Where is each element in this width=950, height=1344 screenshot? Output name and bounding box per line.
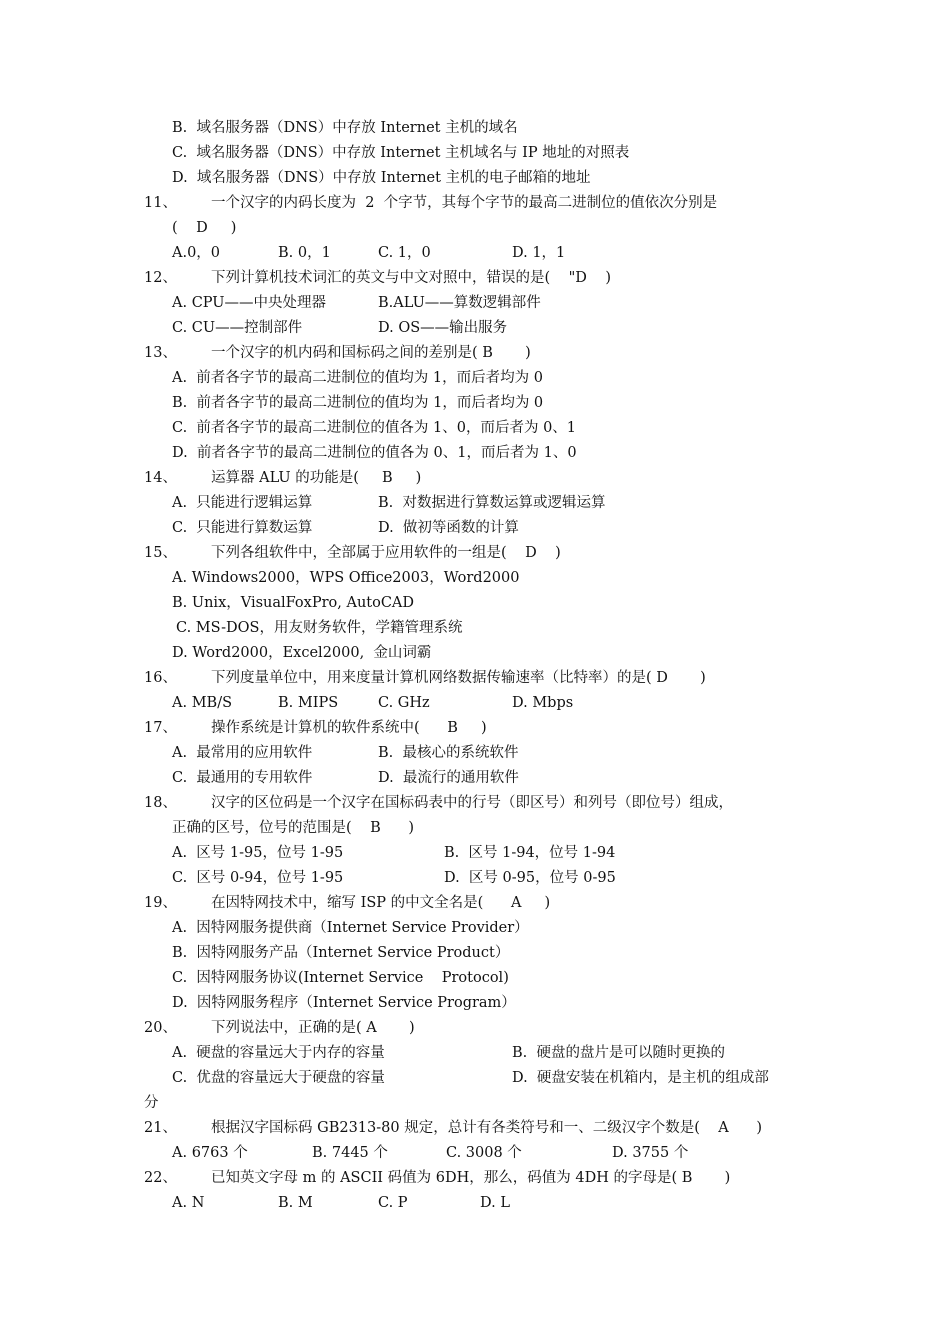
text-line: B. 最核心的系统软件 [378,745,519,761]
text-line: 20、 [144,1020,177,1036]
text-line: 操作系统是计算机的软件系统中( B ) [211,720,487,736]
text-line: 下列各组软件中，全部属于应用软件的一组是( D ) [211,545,561,561]
text-line: ( D ) [172,220,237,236]
text-line: D. 3755 个 [612,1145,689,1161]
text-line: C. 前者各字节的最高二进制位的值各为 1、0，而后者为 0、1 [172,420,577,436]
text-line: D. 做初等函数的计算 [378,520,519,536]
text-line: 15、 [144,545,177,561]
text-line: C. 只能进行算数运算 [172,520,313,536]
text-line: 19、 [144,895,177,911]
text-line: B. M [278,1195,313,1211]
text-line: 分 [144,1095,159,1111]
text-line: A. 只能进行逻辑运算 [172,495,313,511]
text-line: 一个汉字的机内码和国标码之间的差别是( B ) [211,345,531,361]
text-line: B. 域名服务器（DNS）中存放 Internet 主机的域名 [172,120,518,136]
text-line: A. 区号 1-95，位号 1-95 [172,845,344,861]
text-line: C. MS-DOS，用友财务软件，学籍管理系统 [176,620,463,636]
text-line: 正确的区号，位号的范围是( B ) [172,820,415,836]
text-line: A.0，0 [172,245,221,261]
text-line: C. 1，0 [378,245,431,261]
text-line: 12、 [144,270,177,286]
text-line: A. 最常用的应用软件 [172,745,313,761]
text-line: 在因特网技术中，缩写 ISP 的中文全名是( A ) [211,895,551,911]
text-line: B. 0，1 [278,245,331,261]
text-line: B. 对数据进行算数运算或逻辑运算 [378,495,606,511]
text-line: D. 前者各字节的最高二进制位的值各为 0、1，而后者为 1、0 [172,445,577,461]
text-line: A. Windows2000，WPS Office2003，Word2000 [172,570,520,586]
text-line: 17、 [144,720,177,736]
text-line: D. 因特网服务程序（Internet Service Program） [172,995,516,1011]
text-line: C. 区号 0-94，位号 1-95 [172,870,344,886]
text-line: D. 最流行的通用软件 [378,770,519,786]
text-line: 下列计算机技术词汇的英文与中文对照中，错误的是( "D ) [211,270,611,286]
text-line: C. 因特网服务协议(Internet Service Protocol) [172,970,509,986]
text-line: 21、 [144,1120,177,1136]
text-line: C. 最通用的专用软件 [172,770,313,786]
text-line: B. 前者各字节的最高二进制位的值均为 1，而后者均为 0 [172,395,544,411]
text-line: 13、 [144,345,177,361]
text-line: D. 硬盘安装在机箱内，是主机的组成部 [512,1070,769,1086]
text-line: B. 区号 1-94，位号 1-94 [444,845,616,861]
text-line: D. 1，1 [512,245,566,261]
text-line: D. 域名服务器（DNS）中存放 Internet 主机的电子邮箱的地址 [172,170,591,186]
text-line: D. L [480,1195,510,1211]
text-line: 14、 [144,470,177,486]
text-line: B. 硬盘的盘片是可以随时更换的 [512,1045,725,1061]
text-line: 下列度量单位中，用来度量计算机网络数据传输速率（比特率）的是( D ) [211,670,706,686]
text-line: 一个汉字的内码长度为 2 个字节，其每个字节的最高二进制位的值依次分别是 [211,195,718,211]
text-line: C. 3008 个 [446,1145,522,1161]
text-line: A. 硬盘的容量远大于内存的容量 [172,1045,385,1061]
text-line: 汉字的区位码是一个汉字在国标码表中的行号（即区号）和列号（即位号）组成， [211,795,733,811]
text-line: C. GHz [378,695,430,711]
text-line: 11、 [144,195,177,211]
text-line: A. 前者各字节的最高二进制位的值均为 1，而后者均为 0 [172,370,543,386]
text-line: 16、 [144,670,177,686]
text-line: A. MB/S [172,695,233,711]
text-line: B. 7445 个 [312,1145,388,1161]
text-line: D. OS——输出服务 [378,320,508,336]
text-line: A. CPU——中央处理器 [172,295,327,311]
text-line: C. 优盘的容量远大于硬盘的容量 [172,1070,385,1086]
text-line: 18、 [144,795,177,811]
text-line: 已知英文字母 m 的 ASCII 码值为 6DH，那么，码值为 4DH 的字母是( B ) [211,1170,731,1186]
text-line: B. MIPS [278,695,339,711]
text-line: A. 6763 个 [172,1145,248,1161]
text-line: B. 因特网服务产品（Internet Service Product） [172,945,510,961]
text-line: D. Mbps [512,695,574,711]
text-line: B. Unix，VisualFoxPro, AutoCAD [172,595,415,611]
text-line: D. Word2000，Excel2000, 金山词霸 [172,645,432,661]
text-line: C. P [378,1195,408,1211]
text-line: A. 因特网服务提供商（Internet Service Provider） [172,920,529,936]
text-line: C. CU——控制部件 [172,320,303,336]
text-line: 22、 [144,1170,177,1186]
text-line: 运算器 ALU 的功能是( B ) [211,470,422,486]
text-line: A. N [172,1195,205,1211]
text-line: 下列说法中，正确的是( A ) [211,1020,415,1036]
text-line: C. 域名服务器（DNS）中存放 Internet 主机域名与 IP 地址的对照表 [172,145,630,161]
text-line: B.ALU——算数逻辑部件 [378,295,541,311]
text-line: 根据汉字国标码 GB2313-80 规定，总计有各类符号和一、二级汉字个数是( A ) [211,1120,763,1136]
text-line: D. 区号 0-95，位号 0-95 [444,870,616,886]
